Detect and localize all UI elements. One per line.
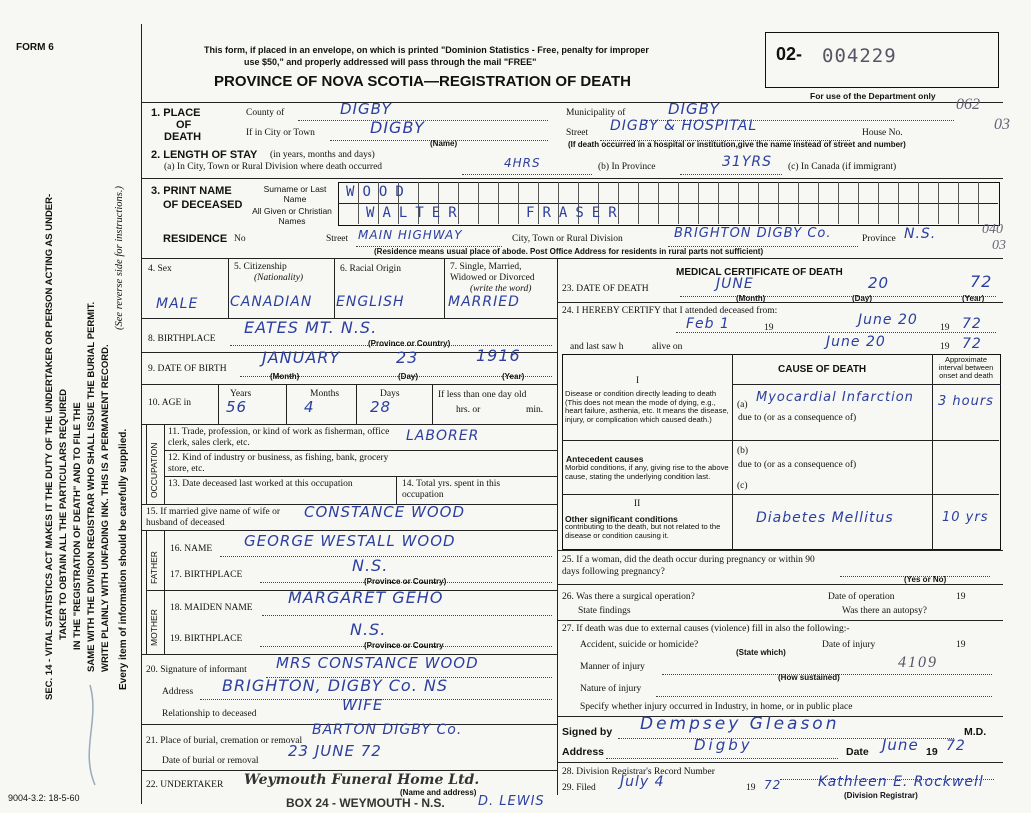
interval-label: Approximate interval between onset and death	[938, 355, 994, 380]
death-day-caption: (Day)	[852, 294, 873, 303]
disease-text: Disease or condition directly leading to death (This does not mean the mode of dying, e.g., heart failure, asthenia, etc. It means the disease, injury, or complication which caused death.)	[565, 389, 729, 424]
place-label-2: OF	[176, 119, 192, 131]
divider	[141, 384, 557, 385]
how-sustained: (How sustained)	[778, 673, 840, 682]
name-caption: (Name)	[430, 139, 458, 148]
residence-no-label: No	[234, 234, 246, 244]
pen-mark	[70, 680, 110, 790]
antecedent-title: Antecedent causes	[566, 454, 644, 464]
name-grid-cell-divider	[858, 203, 859, 224]
name-grid-cell-divider	[658, 203, 659, 224]
item-25-label: 25. If a woman, did the death occur during pregnancy or within 90 days following pregnancy?	[562, 555, 815, 577]
name-grid-cell-divider	[698, 203, 699, 224]
column-divider	[557, 258, 558, 795]
given-second-value: FRASER	[526, 205, 625, 221]
undertaker-signature: D. LEWIS	[478, 794, 545, 809]
nineteen-e: 19	[956, 640, 966, 650]
name-grid-cell-divider	[498, 203, 499, 224]
divider	[146, 530, 147, 654]
occupation-side-label: OCCUPATION	[149, 442, 159, 498]
age-label: 10. AGE in	[148, 398, 192, 408]
name-grid-cell-divider	[598, 182, 599, 203]
name-label-1: 3. PRINT NAME	[151, 185, 232, 197]
place-label-3: DEATH	[164, 131, 202, 143]
item-19-label: 19. BIRTHPLACE	[170, 634, 243, 644]
item-21-label: 21. Place of burial, cremation or removal	[146, 736, 303, 746]
divider	[164, 530, 165, 654]
death-year-caption: (Year)	[962, 294, 985, 303]
mother-name-line	[262, 615, 552, 616]
surname-label: Surname or Last Name	[263, 184, 327, 204]
side-note-line4: SAME WITH THE DIVISION REGISTRAR WHO SHALL ISSUE THE BURIAL PERMIT.	[86, 301, 97, 672]
dob-year-caption: (Year)	[502, 372, 525, 381]
footer-code: 9004-3.2: 18-5-60	[8, 793, 80, 803]
divider	[146, 424, 147, 504]
other-title: Other significant conditions	[565, 514, 678, 524]
side-note-line2: TAKER TO OBTAIN ALL THE PARTICULARS REQUIRED	[58, 388, 69, 640]
roman-two: II	[634, 499, 641, 509]
name-grid-cell-divider	[878, 203, 879, 224]
relationship-value: WIFE	[342, 696, 384, 714]
citizenship-label: 5. Citizenship	[234, 262, 287, 272]
name-grid-cell-divider	[778, 203, 779, 224]
cause-c-label: (c)	[737, 481, 748, 491]
length-of-stay-sub: (in years, months and days)	[270, 150, 375, 160]
divider	[218, 384, 219, 424]
item-12-label: 12. Kind of industry or business, as fishing, bank, grocery store, etc.	[168, 453, 389, 474]
autopsy-label: Was there an autopsy?	[842, 606, 927, 616]
header-notice-1: This form, if placed in an envelope, on which is printed "Dominion Statistics - Free, penalty for improper	[204, 45, 649, 55]
name-grid-cell-divider	[698, 182, 699, 203]
name-grid-cell-divider	[478, 203, 479, 224]
name-grid-cell-divider	[938, 203, 939, 224]
dob-day-caption: (Day)	[398, 372, 419, 381]
dob-month: JANUARY	[262, 348, 341, 367]
name-grid-cell-divider	[878, 182, 879, 203]
birthplace-caption: (Province or Country)	[368, 339, 451, 348]
date-of-death-line	[680, 296, 996, 297]
cause-a-label: (a)	[737, 400, 748, 410]
hrs-caption: hrs. or	[456, 405, 481, 415]
name-grid-cell-divider	[638, 203, 639, 224]
divider	[286, 384, 287, 424]
name-grid-cell-divider	[818, 182, 819, 203]
physician-nineteen: 19	[926, 746, 938, 758]
name-grid-cell-divider	[738, 182, 739, 203]
last-saw-label: and last saw h	[570, 342, 624, 352]
municipality-label: Municipality of	[566, 108, 626, 118]
citizenship-value: CANADIAN	[230, 294, 313, 310]
residence-code-2: 03	[992, 238, 1006, 253]
interval-a-value: 3 hours	[938, 394, 994, 409]
name-grid-cell-divider	[438, 182, 439, 203]
years-caption: Years	[230, 389, 252, 399]
physician-date-year: 72	[946, 738, 966, 754]
name-grid-cell-divider	[818, 203, 819, 224]
divider	[557, 584, 1003, 585]
name-grid-cell-divider	[458, 182, 459, 203]
informant-address-label: Address	[162, 687, 194, 697]
cause-a-value: Myocardial Infarction	[756, 390, 914, 405]
marital-sub: (write the word)	[470, 284, 532, 294]
place-label-1: 1. PLACE	[151, 107, 201, 119]
death-month: JUNE	[716, 276, 754, 292]
name-grid-cell-divider	[918, 182, 919, 203]
item-27-label: 27. If death was due to external causes (violence) fill in also the following:-	[562, 624, 850, 634]
divider	[396, 476, 397, 504]
name-grid-cell-divider	[538, 182, 539, 203]
divider	[228, 258, 229, 318]
registration-prefix: 02-	[776, 44, 803, 64]
residence-note: (Residence means usual place of abode. Post Office Address for residents in rural parts not sufficient)	[374, 247, 764, 256]
trade-value: LABORER	[406, 428, 480, 444]
physician-address-label: Address	[562, 746, 605, 758]
father-side-label: FATHER	[149, 551, 159, 584]
divider	[356, 384, 357, 424]
nineteen-c: 19	[940, 342, 950, 352]
stay-a-value: 4HRS	[504, 156, 541, 170]
mother-side-label: MOTHER	[149, 609, 159, 646]
divider	[334, 258, 335, 318]
name-grid-cell-divider	[758, 203, 759, 224]
alive-on-label: alive on	[652, 342, 683, 352]
name-grid-cell-divider	[978, 203, 979, 224]
registration-number: 004229	[822, 45, 897, 67]
side-note-instructions: (See reverse side for instructions.)	[114, 186, 125, 330]
hospital-note: (If death occurred in a hospital or institution,give the name instead of street and number)	[568, 140, 906, 149]
house-label: House No.	[862, 128, 903, 138]
place-code-1: 062	[956, 96, 980, 113]
stay-a-line	[462, 174, 592, 175]
divider	[141, 770, 557, 771]
item-24-label: 24. I HEREBY CERTIFY that I attended deceased from:	[562, 306, 778, 316]
name-grid-cell-divider	[798, 203, 799, 224]
mother-birthplace-value: N.S.	[350, 620, 387, 639]
physician-address: Digby	[694, 736, 753, 754]
nineteen-d: 19	[956, 592, 966, 602]
filed-year: 72	[764, 778, 782, 792]
item-22-label: 22. UNDERTAKER	[146, 780, 224, 790]
physician-date: June	[882, 736, 919, 754]
name-grid-cell-divider	[838, 182, 839, 203]
father-prov-caption: (Province or Country)	[364, 577, 447, 586]
stay-b-value: 31YRS	[722, 154, 772, 170]
divider	[557, 762, 1003, 763]
divider	[432, 384, 433, 424]
death-day: 20	[868, 274, 890, 292]
name-grid-cell-divider	[958, 203, 959, 224]
divider	[164, 476, 557, 477]
name-grid-cell-divider	[718, 182, 719, 203]
physician-address-line	[606, 758, 838, 759]
name-grid-cell-divider	[858, 182, 859, 203]
divider	[557, 550, 1003, 551]
divider	[444, 258, 445, 318]
name-grid-cell-divider	[958, 182, 959, 203]
name-grid-cell-divider	[578, 182, 579, 203]
header-notice-2: use $50," and properly addressed will pass through the mail "FREE"	[244, 57, 537, 67]
stay-a-label: (a) In City, Town or Rural Division where death occurred	[164, 162, 383, 172]
name-grid-cell-divider	[738, 203, 739, 224]
roman-one: I	[636, 376, 640, 386]
death-month-caption: (Month)	[736, 294, 766, 303]
physician-date-label: Date	[846, 746, 869, 758]
other-text: contributing to the death, but not related to the disease or condition causing it.	[565, 522, 721, 540]
nineteen-a: 19	[764, 323, 774, 333]
registrar-caption: (Division Registrar)	[844, 791, 918, 800]
side-note-statute: SEC. 14 - VITAL STATISTICS ACT MAKES IT THE DUTY OF THE UNDERTAKER OR PERSON ACTING AS UNDER-	[44, 193, 55, 700]
divider	[141, 102, 1003, 103]
item-20-label: 20. Signature of informant	[146, 665, 247, 675]
racial-label: 6. Racial Origin	[340, 264, 401, 274]
age-months-value: 4	[304, 398, 315, 416]
divider	[141, 530, 557, 531]
name-grid-mid	[338, 203, 998, 204]
other-cause-value: Diabetes Mellitus	[756, 510, 894, 526]
name-grid-cell-divider	[658, 182, 659, 203]
informant-name: MRS CONSTANCE WOOD	[276, 654, 479, 672]
specify-label: Specify whether injury occurred in Industry, in home, or in public place	[580, 702, 853, 712]
residence-division: BRIGHTON DIGBY Co.	[674, 226, 832, 241]
nature-line	[656, 696, 992, 697]
undertaker-name: Weymouth Funeral Home Ltd.	[244, 772, 480, 788]
name-grid-cell-divider	[518, 182, 519, 203]
state-findings: State findings	[578, 606, 631, 616]
date-of-operation: Date of operation	[828, 592, 895, 602]
item-18-label: 18. MAIDEN NAME	[170, 603, 253, 613]
birthplace-label: 8. BIRTHPLACE	[148, 334, 216, 344]
divider	[732, 384, 1001, 385]
dob-year: 1916	[476, 346, 521, 365]
cause-b-label: (b)	[737, 446, 749, 456]
manner-label: Manner of injury	[580, 662, 645, 672]
place-code-2: 03	[994, 116, 1010, 133]
nature-label: Nature of injury	[580, 684, 642, 694]
burial-date: 23 JUNE 72	[288, 742, 382, 760]
item-29-label: 29. Filed	[562, 783, 596, 793]
racial-value: ENGLISH	[336, 294, 405, 310]
name-grid-cell-divider	[718, 203, 719, 224]
divider	[141, 258, 1003, 259]
name-grid-cell-divider	[558, 182, 559, 203]
mother-name-value: MARGARET GEHO	[288, 588, 444, 607]
less-than-day: If less than one day old	[438, 390, 527, 400]
stay-c-label: (c) In Canada (if immigrant)	[788, 162, 897, 172]
name-grid-cell-divider	[678, 182, 679, 203]
item-16-label: 16. NAME	[170, 544, 213, 554]
father-birthplace-value: N.S.	[352, 556, 389, 575]
item-28-label: 28. Division Registrar's Record Number	[562, 767, 715, 777]
street-label: Street	[566, 128, 589, 138]
dob-month-caption: (Month)	[270, 372, 300, 381]
name-grid-cell-divider	[518, 203, 519, 224]
name-grid-cell-divider	[678, 203, 679, 224]
name-grid-cell-divider	[618, 182, 619, 203]
stay-b-label: (b) In Province	[598, 162, 656, 172]
city-value: DIGBY	[370, 118, 425, 137]
days-caption: Days	[380, 389, 400, 399]
medical-title: MEDICAL CERTIFICATE OF DEATH	[676, 267, 843, 278]
physician-signature: Dempsey Gleason	[640, 714, 840, 734]
name-grid-cell-divider	[978, 182, 979, 203]
item-14-label: 14. Total yrs. spent in this occupation	[402, 479, 501, 500]
item-23-label: 23. DATE OF DEATH	[562, 284, 649, 294]
death-year: 72	[970, 272, 993, 291]
father-name-value: GEORGE WESTALL WOOD	[244, 532, 456, 550]
name-grid-cell-divider	[838, 203, 839, 224]
name-grid-cell-divider	[638, 182, 639, 203]
form-left-border	[141, 24, 142, 804]
divider	[164, 424, 165, 504]
due-to-b: due to (or as a consequence of)	[738, 460, 857, 470]
name-grid-cell-divider	[938, 182, 939, 203]
divider	[141, 178, 1003, 179]
antecedent-text: Morbid conditions, if any, giving rise to the above cause, stating the underlying condition last.	[565, 463, 729, 481]
city-label: If in City or Town	[246, 128, 315, 138]
name-grid-cell-divider	[358, 203, 359, 224]
form-number: FORM 6	[16, 42, 54, 53]
divider	[562, 494, 999, 495]
given-first-value: WALTER	[366, 205, 465, 221]
name-grid-cell-divider	[918, 203, 919, 224]
length-of-stay-label: 2. LENGTH OF STAY	[151, 149, 258, 161]
months-caption: Months	[310, 389, 340, 399]
side-note-every-item: Every item of information should be carefully supplied.	[118, 428, 129, 690]
attended-from: Feb 1	[686, 316, 730, 332]
filed-nineteen: 19	[746, 783, 756, 793]
attended-to: June 20	[858, 312, 918, 328]
name-grid-cell-divider	[758, 182, 759, 203]
divider	[141, 424, 557, 425]
md-label: M.D.	[964, 726, 987, 738]
filed-date: July 4	[620, 774, 665, 790]
other-interval-value: 10 yrs	[942, 510, 989, 525]
name-grid-cell-divider	[418, 182, 419, 203]
residence-province: N.S.	[904, 226, 937, 242]
residence-label: RESIDENCE	[163, 233, 228, 245]
surname-value: WOOD	[346, 184, 412, 200]
marital-value: MARRIED	[448, 294, 520, 310]
name-grid-cell-divider	[798, 182, 799, 203]
name-grid-cell-divider	[778, 182, 779, 203]
side-note-line3: IN THE "REGISTRATION OF DEATH" AND TO FILE THE	[72, 402, 83, 650]
state-which: (State which)	[736, 648, 786, 657]
accident-label: Accident, suicide or homicide?	[580, 640, 699, 650]
last-saw-year: 72	[962, 336, 982, 352]
form-title: PROVINCE OF NOVA SCOTIA—REGISTRATION OF DEATH	[214, 73, 631, 90]
divider	[557, 620, 1003, 621]
dob-day: 23	[396, 348, 419, 367]
department-use: For use of the Department only	[810, 91, 936, 101]
residence-division-label: City, Town or Rural Division	[512, 234, 623, 244]
due-to-a: due to (or as a consequence of)	[738, 413, 857, 423]
name-grid-cell-divider	[478, 182, 479, 203]
relationship-label: Relationship to deceased	[162, 709, 257, 719]
residence-province-label: Province	[862, 234, 896, 244]
dob-label: 9. DATE OF BIRTH	[148, 364, 227, 374]
sex-label: 4. Sex	[148, 264, 172, 274]
name-label-2: OF DECEASED	[163, 199, 243, 211]
divider	[562, 440, 999, 441]
marital-label: 7. Single, Married, Widowed or Divorced	[450, 262, 535, 283]
yes-no-caption: (Yes or No)	[904, 575, 947, 584]
item-11-label: 11. Trade, profession, or kind of work as fisherman, office clerk, sales clerk, etc.	[168, 427, 390, 448]
street-value: DIGBY & HOSPITAL	[610, 118, 758, 134]
nineteen-b: 19	[940, 323, 950, 333]
name-grid-cell-divider	[498, 182, 499, 203]
age-days-value: 28	[370, 398, 392, 416]
item-15-label: 15. If married give name of wife or husband of deceased	[146, 507, 281, 528]
item-17-label: 17. BIRTHPLACE	[170, 570, 243, 580]
undertaker-caption: (Name and address)	[400, 788, 477, 797]
manner-code: 4109	[898, 654, 938, 671]
residence-street: MAIN HIGHWAY	[358, 228, 463, 242]
informant-address: BRIGHTON, DIGBY Co. NS	[222, 676, 448, 695]
item-13-label: 13. Date deceased last worked at this occupation	[168, 479, 353, 489]
residence-code-1: 040	[982, 222, 1003, 237]
registrar-signature: Kathleen E. Rockwell	[818, 774, 984, 790]
county-value: DIGBY	[340, 100, 392, 118]
divider	[164, 450, 557, 451]
undertaker-address: BOX 24 - WEYMOUTH - N.S.	[286, 796, 445, 810]
spouse-value: CONSTANCE WOOD	[304, 503, 466, 521]
last-saw-date: June 20	[826, 334, 886, 350]
stay-b-line	[680, 174, 782, 175]
age-years-value: 56	[226, 398, 248, 416]
name-grid-cell-divider	[898, 203, 899, 224]
burial-date-label: Date of burial or removal	[162, 756, 259, 766]
divider	[557, 302, 1003, 303]
date-of-injury: Date of injury	[822, 640, 876, 650]
citizenship-sub: (Nationality)	[254, 273, 304, 283]
birthplace-value: EATES MT. N.S.	[244, 318, 378, 337]
residence-street-label: Street	[326, 234, 349, 244]
given-label: All Given or Christian Names	[252, 206, 332, 226]
attended-year: 72	[962, 316, 982, 332]
min-caption: min.	[526, 405, 544, 415]
sex-value: MALE	[156, 296, 199, 312]
cause-title: CAUSE OF DEATH	[778, 364, 867, 375]
name-grid-cell-divider	[898, 182, 899, 203]
county-label: County of	[246, 108, 285, 118]
side-note-line5: WRITE PLAINLY WITH UNFADING INK. THIS IS A PERMANENT RECORD.	[100, 344, 111, 672]
municipality-value: DIGBY	[668, 100, 720, 118]
burial-place: BARTON DIGBY Co.	[312, 722, 463, 738]
mother-prov-caption: (Province or Country	[364, 641, 444, 650]
signed-by-label: Signed by	[562, 726, 613, 738]
item-26-label: 26. Was there a surgical operation?	[562, 592, 695, 602]
